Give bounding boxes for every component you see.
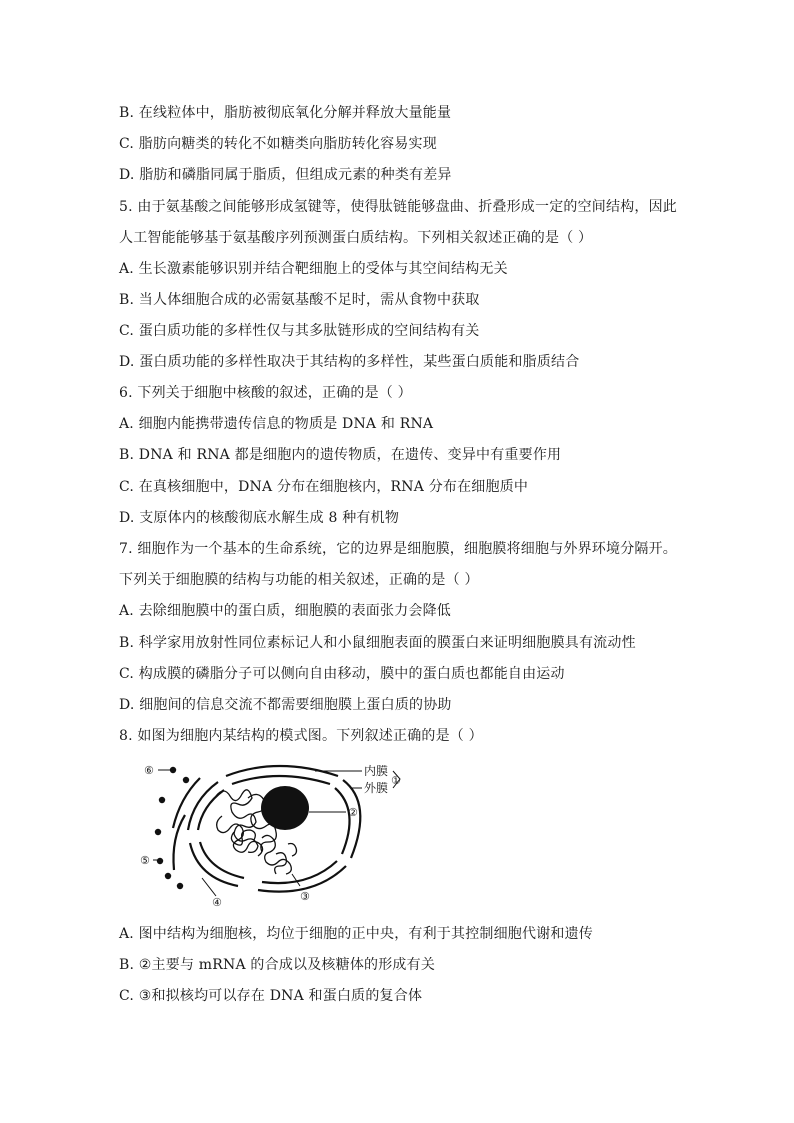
option-7d: D. 细胞间的信息交流不都需要细胞膜上蛋白质的协助 [119, 697, 452, 713]
option-4d: D. 脂肪和磷脂同属于脂质，但组成元素的种类有差异 [119, 167, 452, 183]
option-6d: D. 支原体内的核酸彻底水解生成 8 种有机物 [119, 510, 400, 526]
nucleus-diagram [138, 758, 403, 910]
label-num-3: ③ [300, 890, 310, 903]
label-num-6: ⑥ [144, 764, 154, 777]
label-num-4: ④ [212, 896, 222, 909]
question-5-stem-line1: 5. 由于氨基酸之间能够形成氢键等，使得肽链能够盘曲、折叠形成一定的空间结构，因此 [119, 199, 678, 215]
option-7a: A. 去除细胞膜中的蛋白质，细胞膜的表面张力会降低 [119, 603, 452, 619]
option-6a: A. 细胞内能携带遗传信息的物质是 DNA 和 RNA [119, 416, 434, 432]
option-6c: C. 在真核细胞中，DNA 分布在细胞核内，RNA 分布在细胞质中 [119, 479, 529, 495]
question-5-stem-line2: 人工智能能够基于氨基酸序列预测蛋白质结构。下列相关叙述正确的是（ ） [119, 230, 593, 246]
option-5a: A. 生长激素能够识别并结合靶细胞上的受体与其空间结构无关 [119, 261, 508, 277]
option-4c: C. 脂肪向糖类的转化不如糖类向脂肪转化容易实现 [119, 136, 437, 152]
option-8c: C. ③和拟核均可以存在 DNA 和蛋白质的复合体 [119, 988, 423, 1004]
nucleolus [261, 786, 309, 830]
option-8a: A. 图中结构为细胞核，均位于细胞的正中央，有利于其控制细胞代谢和遗传 [119, 926, 594, 942]
question-6-stem: 6. 下列关于细胞中核酸的叙述，正确的是（ ） [119, 385, 412, 401]
outer-membrane-left [188, 782, 218, 830]
option-4b: B. 在线粒体中，脂肪被彻底氧化分解并释放大量能量 [119, 105, 452, 121]
label-num-1: ① [391, 774, 401, 787]
option-5c: C. 蛋白质功能的多样性仅与其多肽链形成的空间结构有关 [119, 323, 480, 339]
question-7-stem-line2: 下列关于细胞膜的结构与功能的相关叙述，正确的是（ ） [119, 572, 479, 588]
er-arc-upper [173, 778, 200, 828]
inner-membrane-right [335, 788, 350, 854]
option-8b: B. ②主要与 mRNA 的合成以及核糖体的形成有关 [119, 957, 436, 973]
label-outer-membrane: 外膜 [364, 781, 389, 795]
question-7-stem-line1: 7. 细胞作为一个基本的生命系统，它的边界是细胞膜，细胞膜将细胞与外界环境分隔开。 [119, 541, 678, 557]
leader-nuclear-pore [202, 878, 216, 896]
option-5b: B. 当人体细胞合成的必需氨基酸不足时，需从食物中获取 [119, 292, 480, 308]
outer-membrane-bottom-right [258, 866, 346, 892]
label-inner-membrane: 内膜 [364, 764, 389, 778]
option-7c: C. 构成膜的磷脂分子可以侧向自由移动，膜中的蛋白质也都能自由运动 [119, 666, 565, 682]
inner-membrane-top [232, 776, 330, 784]
ribosome-dots [155, 767, 189, 889]
option-5d: D. 蛋白质功能的多样性取决于其结构的多样性，某些蛋白质能和脂质结合 [119, 354, 580, 370]
label-num-5: ⑤ [140, 854, 150, 867]
option-7b: B. 科学家用放射性同位素标记人和小鼠细胞表面的膜蛋白来证明细胞膜具有流动性 [119, 635, 636, 651]
option-6b: B. DNA 和 RNA 都是细胞内的遗传物质，在遗传、变异中有重要作用 [119, 447, 562, 463]
nucleus-svg [138, 758, 403, 910]
question-8-stem: 8. 如图为细胞内某结构的模式图。下列叙述正确的是（ ） [119, 728, 483, 744]
label-num-2: ② [348, 806, 358, 819]
